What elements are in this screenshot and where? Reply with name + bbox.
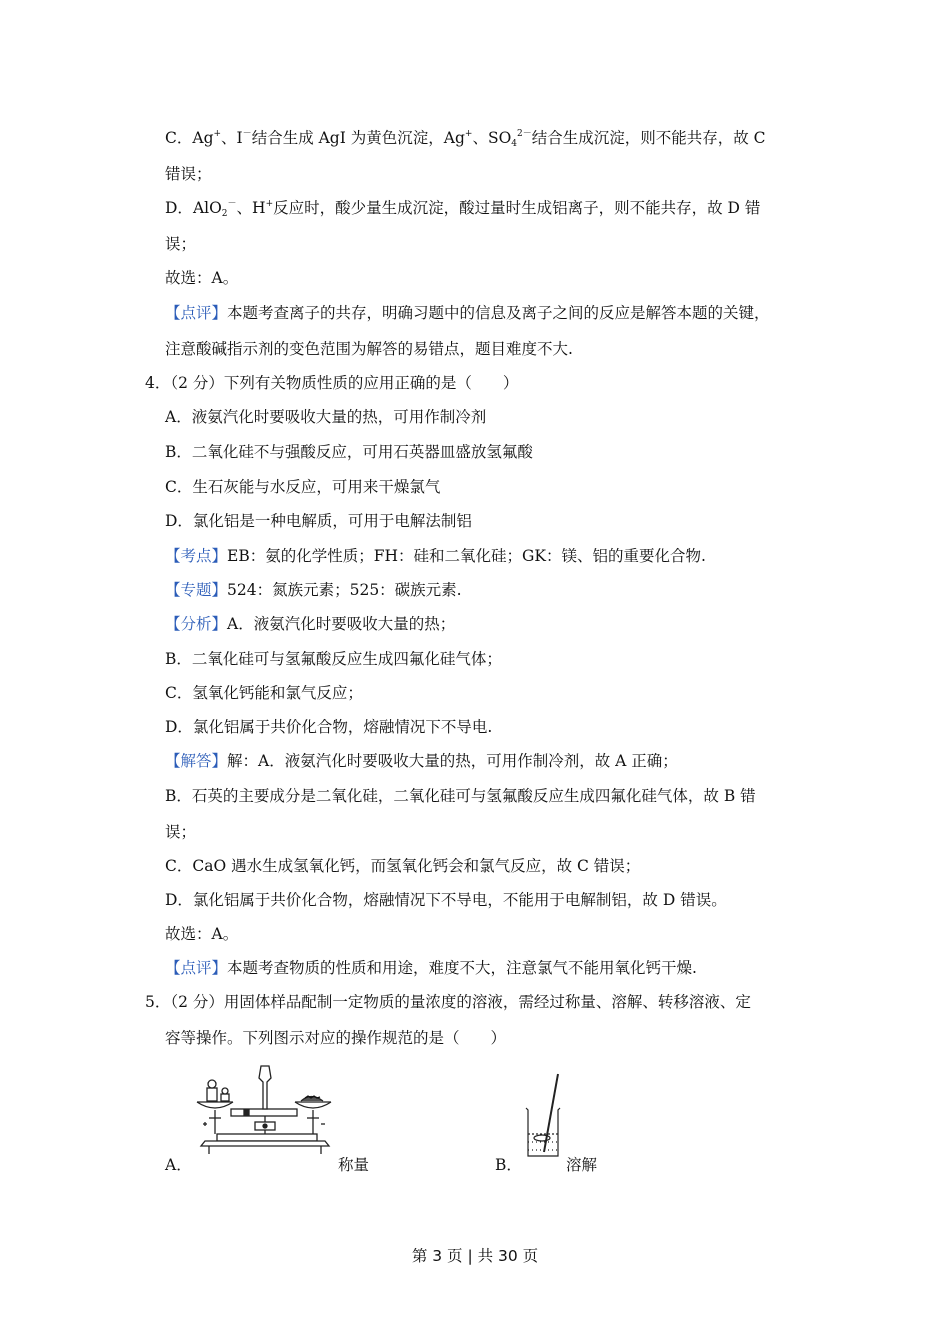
q5-option-a-caption: 称量	[338, 1156, 370, 1174]
prev-comment-line1: 【点评】本题考查离子的共存，明确习题中的信息及离子之间的反应是解答本题的关键，	[165, 304, 770, 322]
q5-stem-line1: 5．（2 分）用固体样品配制一定物质的量浓度的溶液，需经过称量、溶解、转移溶液、定	[145, 993, 751, 1011]
option-d-line: D．AlO$_2$－、H+反应时，酸少量生成沉淀，酸过量时生成铝离子，则不能共存，故 D 错	[165, 199, 761, 219]
q4-comment: 【点评】本题考查物质的性质和用途，难度不大，注意氯气不能用氧化钙干燥.	[165, 959, 697, 977]
q4-option-a: A．液氨汽化时要吸收大量的热，可用作制冷剂	[165, 408, 487, 426]
option-c-cont: 错误；	[165, 165, 212, 183]
prev-answer: 故选：A。	[165, 269, 239, 287]
q4-jieda-c: C．CaO 遇水生成氢氧化钙，而氢氧化钙会和氯气反应，故 C 错误；	[165, 857, 641, 875]
q4-option-b: B．二氧化硅不与强酸反应，可用石英器皿盛放氢氟酸	[165, 443, 533, 461]
q5-option-a-letter: A．	[165, 1156, 192, 1174]
q4-answer: 故选：A。	[165, 925, 239, 943]
q4-jieda-b: B．石英的主要成分是二氧化硅，二氧化硅可与氢氟酸反应生成四氟化硅气体，故 B 错	[165, 787, 756, 805]
q5-option-b-letter: B．	[495, 1156, 522, 1174]
q5-stem-line2: 容等操作。下列图示对应的操作规范的是（ ）	[165, 1029, 507, 1047]
option-c-line: C．Ag+、I－结合生成 AgI 为黄色沉淀，Ag+、$SO_4^{2-}$结合生成沉淀，则不能共存，故 C	[165, 129, 766, 149]
q4-fenxi: 【分析】A．液氨汽化时要吸收大量的热；	[165, 615, 456, 633]
q4-stem: 4．（2 分）下列有关物质性质的应用正确的是（ ）	[145, 374, 519, 392]
option-d-cont: 误；	[165, 235, 197, 253]
kaodian-tag: 【考点】	[165, 547, 228, 565]
q4-fenxi-d: D．氯化铝属于共价化合物，熔融情况下不导电.	[165, 718, 493, 736]
beaker-figure	[522, 1072, 566, 1160]
jieda-tag: 【解答】	[165, 752, 228, 770]
zhuanti-tag: 【专题】	[165, 581, 228, 599]
fenxi-tag: 【分析】	[165, 615, 228, 633]
q4-jieda-d: D．氯化铝属于共价化合物，熔融情况下不导电，不能用于电解制铝，故 D 错误。	[165, 891, 727, 909]
balance-scale-figure	[195, 1062, 335, 1158]
q4-fenxi-c: C．氢氧化钙能和氯气反应；	[165, 684, 363, 702]
page-footer: 第 3 页 | 共 30 页	[411, 1247, 539, 1265]
comment-tag: 【点评】	[165, 959, 228, 977]
prev-comment-line2: 注意酸碱指示剂的变色范围为解答的易错点，题目难度不大.	[165, 340, 573, 358]
q4-fenxi-b: B．二氧化硅可与氢氟酸反应生成四氟化硅气体；	[165, 650, 502, 668]
q4-jieda-b-cont: 误；	[165, 823, 197, 841]
q5-option-b-caption: 溶解	[566, 1156, 598, 1174]
q4-option-c: C．生石灰能与水反应，可用来干燥氯气	[165, 478, 441, 496]
q4-option-d: D．氯化铝是一种电解质，可用于电解法制铝	[165, 512, 472, 530]
q4-jieda: 【解答】解：A．液氨汽化时要吸收大量的热，可用作制冷剂，故 A 正确；	[165, 752, 678, 770]
comment-tag: 【点评】	[165, 304, 228, 322]
q4-zhuanti: 【专题】524：氮族元素；525：碳族元素.	[165, 581, 462, 599]
q4-kaodian: 【考点】EB：氨的化学性质；FH：硅和二氧化硅；GK：镁、铝的重要化合物.	[165, 547, 706, 565]
